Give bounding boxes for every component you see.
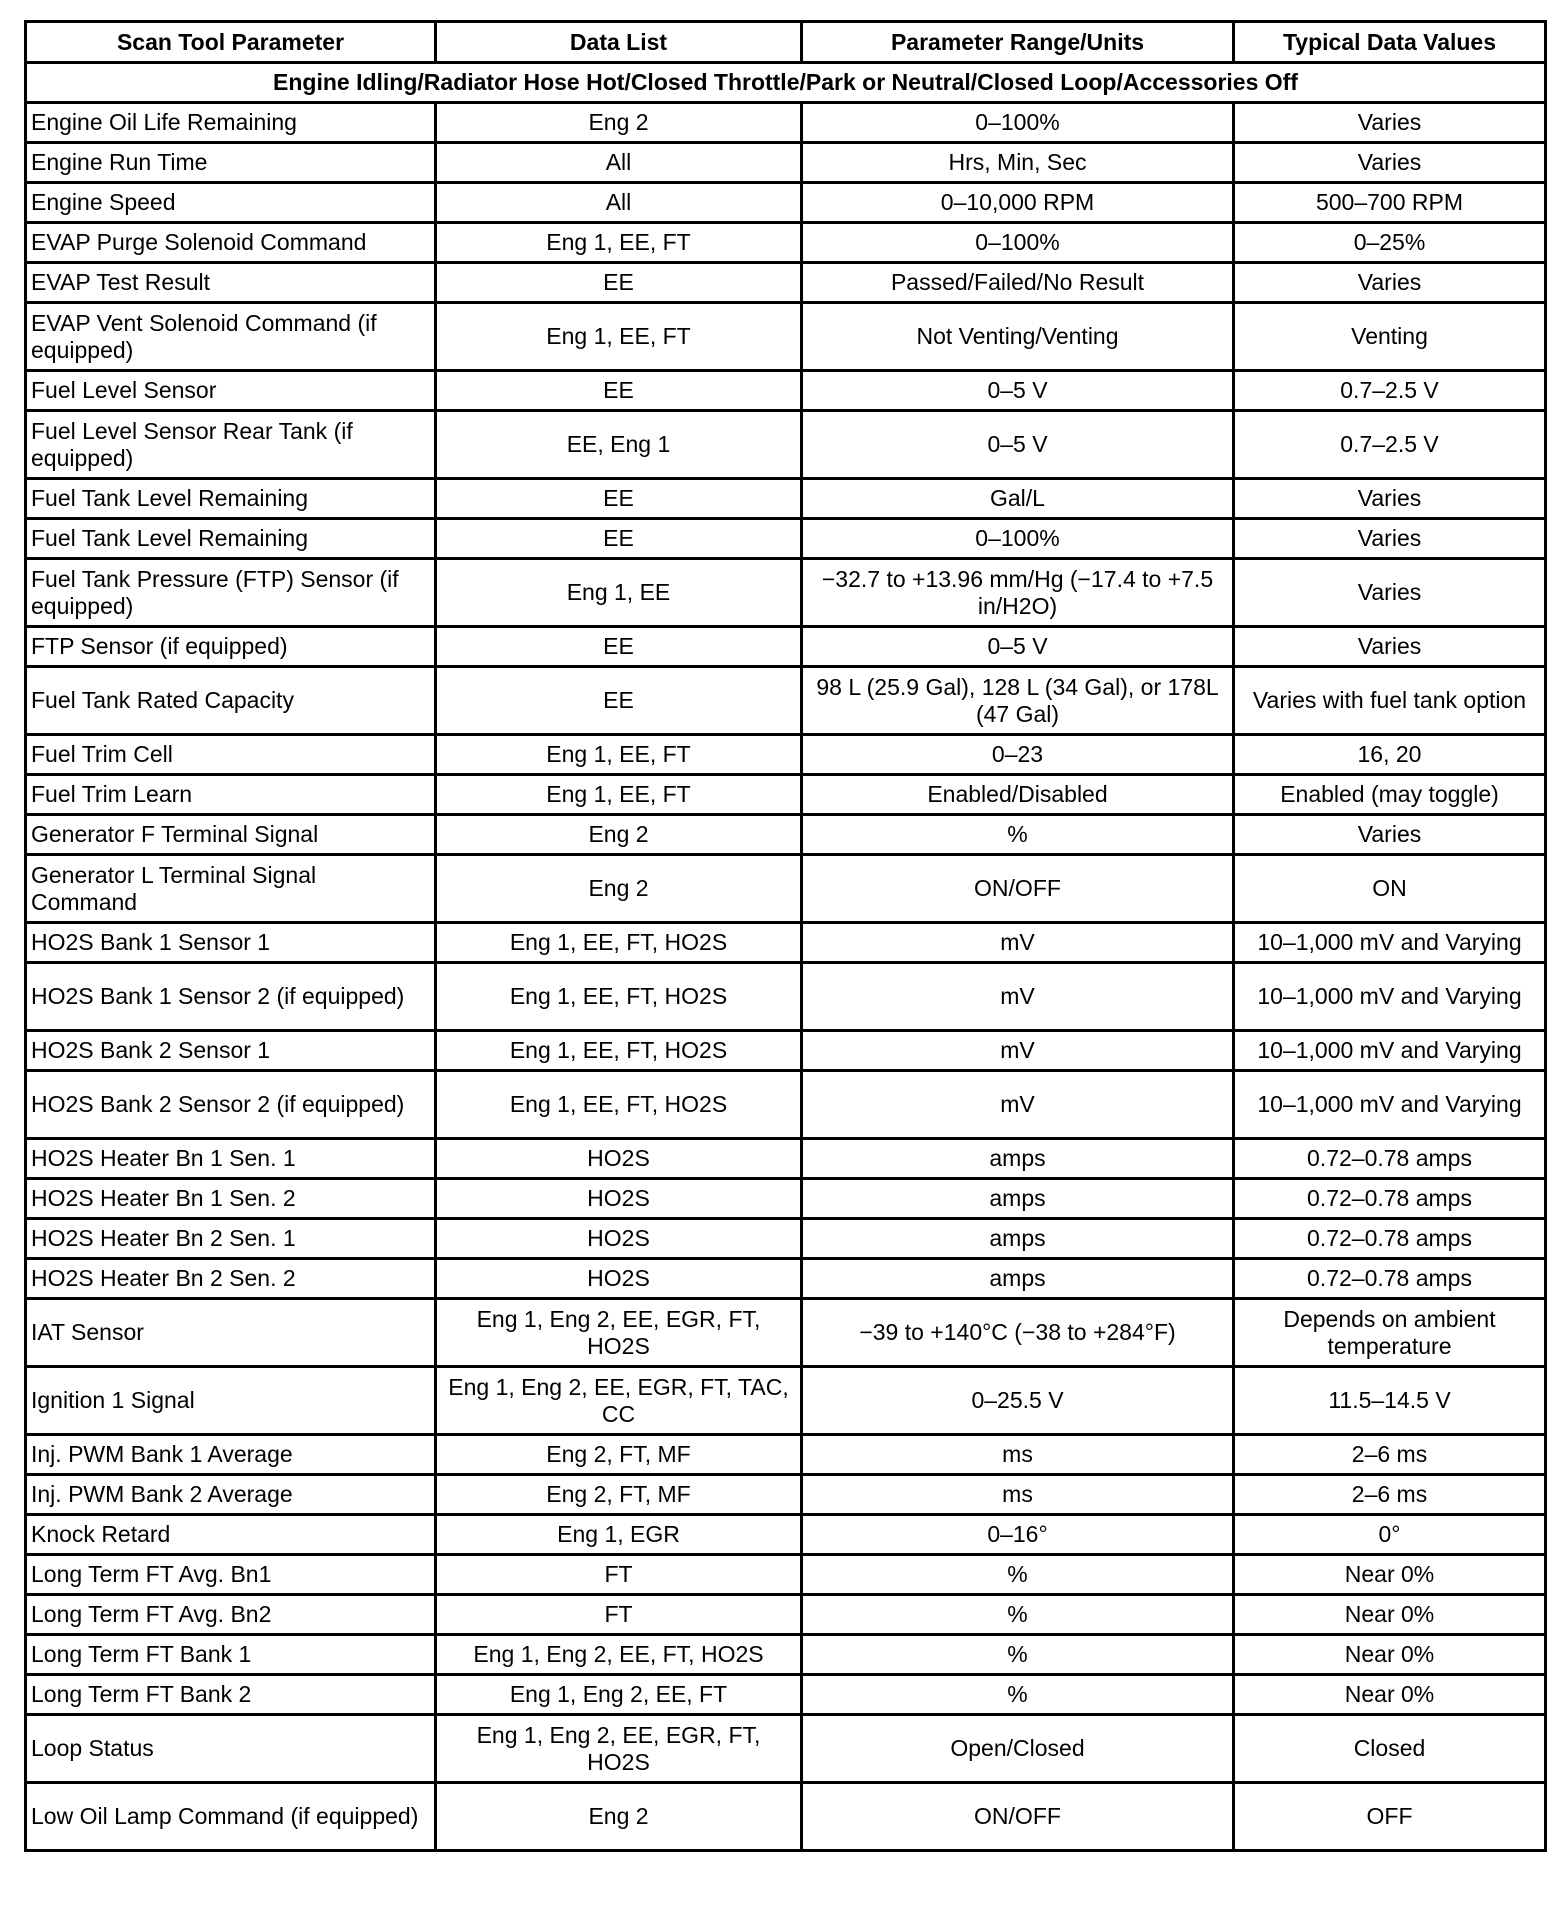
table-row [26,1475,1546,1515]
cell-typical-value: Varies [1234,519,1546,559]
cell-parameter: Inj. PWM Bank 2 Average [26,1475,436,1515]
cell-data-list: HO2S [436,1139,802,1179]
table-row [26,103,1546,143]
table-row [26,923,1546,963]
cell-parameter: HO2S Heater Bn 1 Sen. 2 [26,1179,436,1219]
cell-typical-value: 10–1,000 mV and Varying [1234,963,1546,1031]
section-row [26,63,1546,103]
cell-parameter: Long Term FT Avg. Bn2 [26,1595,436,1635]
cell-typical-value: 500–700 RPM [1234,183,1546,223]
table-row [26,1299,1546,1367]
cell-range-units: 0–10,000 RPM [802,183,1234,223]
document-page [24,20,1544,1852]
cell-data-list: EE, Eng 1 [436,411,802,479]
cell-typical-value: 0° [1234,1515,1546,1555]
cell-parameter: Engine Speed [26,183,436,223]
cell-data-list: Eng 1, Eng 2, EE, FT, HO2S [436,1635,802,1675]
table-row [26,559,1546,627]
cell-parameter: Long Term FT Avg. Bn1 [26,1555,436,1595]
cell-data-list: Eng 1, Eng 2, EE, EGR, FT, HO2S [436,1299,802,1367]
table-row [26,519,1546,559]
cell-data-list: Eng 2 [436,855,802,923]
cell-range-units: % [802,1635,1234,1675]
cell-range-units: 98 L (25.9 Gal), 128 L (34 Gal), or 178L (47 Gal) [802,667,1234,735]
cell-data-list: Eng 2 [436,1783,802,1851]
cell-range-units: Gal/L [802,479,1234,519]
cell-data-list: FT [436,1595,802,1635]
cell-parameter: HO2S Bank 1 Sensor 1 [26,923,436,963]
cell-typical-value: 2–6 ms [1234,1435,1546,1475]
cell-parameter: Fuel Tank Level Remaining [26,519,436,559]
cell-range-units: −32.7 to +13.96 mm/Hg (−17.4 to +7.5 in/H2O) [802,559,1234,627]
cell-typical-value: Varies [1234,479,1546,519]
cell-parameter: HO2S Bank 2 Sensor 2 (if equipped) [26,1071,436,1139]
cell-parameter: Loop Status [26,1715,436,1783]
cell-parameter: Generator L Terminal Signal Command [26,855,436,923]
cell-typical-value: Varies with fuel tank option [1234,667,1546,735]
table-row [26,963,1546,1031]
cell-range-units: ON/OFF [802,1783,1234,1851]
table-row [26,1259,1546,1299]
cell-parameter: Inj. PWM Bank 1 Average [26,1435,436,1475]
cell-range-units: Hrs, Min, Sec [802,143,1234,183]
table-row [26,479,1546,519]
cell-data-list: Eng 1, EGR [436,1515,802,1555]
cell-data-list: HO2S [436,1259,802,1299]
cell-data-list: EE [436,263,802,303]
cell-range-units: ms [802,1435,1234,1475]
cell-parameter: Long Term FT Bank 1 [26,1635,436,1675]
cell-typical-value: 10–1,000 mV and Varying [1234,1071,1546,1139]
cell-data-list: HO2S [436,1219,802,1259]
cell-range-units: % [802,1555,1234,1595]
cell-typical-value: 10–1,000 mV and Varying [1234,923,1546,963]
cell-range-units: ms [802,1475,1234,1515]
cell-typical-value: Near 0% [1234,1595,1546,1635]
table-row [26,1555,1546,1595]
cell-data-list: Eng 2, FT, MF [436,1435,802,1475]
cell-range-units: 0–5 V [802,627,1234,667]
cell-parameter: EVAP Purge Solenoid Command [26,223,436,263]
table-row [26,143,1546,183]
cell-parameter: Engine Run Time [26,143,436,183]
cell-typical-value: 0.72–0.78 amps [1234,1219,1546,1259]
cell-range-units: 0–100% [802,519,1234,559]
cell-range-units: mV [802,923,1234,963]
cell-range-units: 0–100% [802,223,1234,263]
cell-range-units: 0–5 V [802,371,1234,411]
table-row [26,1635,1546,1675]
cell-data-list: Eng 1, EE [436,559,802,627]
cell-data-list: EE [436,371,802,411]
cell-data-list: Eng 1, EE, FT, HO2S [436,1031,802,1071]
cell-typical-value: ON [1234,855,1546,923]
table-row [26,411,1546,479]
cell-range-units: % [802,1675,1234,1715]
cell-typical-value: OFF [1234,1783,1546,1851]
cell-parameter: Fuel Tank Pressure (FTP) Sensor (if equipped) [26,559,436,627]
cell-typical-value: 0.72–0.78 amps [1234,1179,1546,1219]
cell-data-list: All [436,183,802,223]
cell-parameter: Fuel Tank Level Remaining [26,479,436,519]
header-data-list: Data List [436,22,802,63]
cell-parameter: HO2S Heater Bn 1 Sen. 1 [26,1139,436,1179]
cell-typical-value: Enabled (may toggle) [1234,775,1546,815]
cell-range-units: amps [802,1179,1234,1219]
table-row [26,1367,1546,1435]
cell-range-units: Not Venting/Venting [802,303,1234,371]
cell-parameter: Fuel Trim Cell [26,735,436,775]
cell-range-units: amps [802,1139,1234,1179]
cell-parameter: Engine Oil Life Remaining [26,103,436,143]
table-row [26,1783,1546,1851]
table-row [26,815,1546,855]
cell-typical-value: Closed [1234,1715,1546,1783]
table-row [26,1435,1546,1475]
cell-data-list: EE [436,627,802,667]
cell-typical-value: Varies [1234,627,1546,667]
cell-typical-value: 16, 20 [1234,735,1546,775]
cell-data-list: HO2S [436,1179,802,1219]
cell-data-list: EE [436,667,802,735]
cell-range-units: % [802,1595,1234,1635]
cell-data-list: EE [436,479,802,519]
header-scan-tool-parameter: Scan Tool Parameter [26,22,436,63]
cell-typical-value: 0.7–2.5 V [1234,371,1546,411]
cell-parameter: Knock Retard [26,1515,436,1555]
section-title: Engine Idling/Radiator Hose Hot/Closed Throttle/Park or Neutral/Closed Loop/Accessories Off [26,63,1546,103]
table-row [26,1071,1546,1139]
cell-typical-value: Varies [1234,103,1546,143]
table-row [26,1675,1546,1715]
table-row [26,775,1546,815]
cell-range-units: 0–16° [802,1515,1234,1555]
cell-typical-value: Varies [1234,815,1546,855]
cell-range-units: amps [802,1219,1234,1259]
cell-range-units: −39 to +140°C (−38 to +284°F) [802,1299,1234,1367]
header-parameter-range-units: Parameter Range/Units [802,22,1234,63]
cell-data-list: Eng 2, FT, MF [436,1475,802,1515]
cell-parameter: EVAP Test Result [26,263,436,303]
cell-typical-value: 2–6 ms [1234,1475,1546,1515]
cell-typical-value: Near 0% [1234,1635,1546,1675]
cell-data-list: Eng 1, Eng 2, EE, EGR, FT, TAC, CC [436,1367,802,1435]
cell-data-list: All [436,143,802,183]
cell-data-list: Eng 1, EE, FT, HO2S [436,963,802,1031]
cell-parameter: Fuel Level Sensor Rear Tank (if equipped) [26,411,436,479]
cell-data-list: Eng 2 [436,815,802,855]
cell-parameter: HO2S Bank 2 Sensor 1 [26,1031,436,1071]
cell-typical-value: Varies [1234,559,1546,627]
cell-range-units: Open/Closed [802,1715,1234,1783]
cell-typical-value: 0–25% [1234,223,1546,263]
cell-range-units: Enabled/Disabled [802,775,1234,815]
table-row [26,1715,1546,1783]
header-typical-data-values: Typical Data Values [1234,22,1546,63]
cell-typical-value: Depends on ambient temperature [1234,1299,1546,1367]
cell-range-units: mV [802,1031,1234,1071]
cell-typical-value: 11.5–14.5 V [1234,1367,1546,1435]
cell-data-list: Eng 1, EE, FT [436,775,802,815]
table-row [26,263,1546,303]
cell-range-units: 0–25.5 V [802,1367,1234,1435]
table-row [26,855,1546,923]
cell-range-units: ON/OFF [802,855,1234,923]
cell-parameter: Generator F Terminal Signal [26,815,436,855]
table-row [26,1515,1546,1555]
cell-typical-value: Varies [1234,263,1546,303]
table-row [26,667,1546,735]
cell-parameter: Low Oil Lamp Command (if equipped) [26,1783,436,1851]
table-row [26,303,1546,371]
cell-parameter: Fuel Trim Learn [26,775,436,815]
cell-data-list: EE [436,519,802,559]
cell-data-list: Eng 1, EE, FT [436,735,802,775]
cell-range-units: 0–100% [802,103,1234,143]
cell-typical-value: Near 0% [1234,1675,1546,1715]
cell-typical-value: 0.7–2.5 V [1234,411,1546,479]
cell-parameter: Ignition 1 Signal [26,1367,436,1435]
cell-range-units: mV [802,1071,1234,1139]
cell-parameter: FTP Sensor (if equipped) [26,627,436,667]
cell-typical-value: Venting [1234,303,1546,371]
table-row [26,627,1546,667]
cell-data-list: Eng 1, EE, FT, HO2S [436,923,802,963]
cell-range-units: % [802,815,1234,855]
cell-parameter: EVAP Vent Solenoid Command (if equipped) [26,303,436,371]
cell-data-list: Eng 1, EE, FT [436,223,802,263]
cell-data-list: FT [436,1555,802,1595]
cell-typical-value: 0.72–0.78 amps [1234,1139,1546,1179]
table-row [26,371,1546,411]
cell-parameter: HO2S Heater Bn 2 Sen. 2 [26,1259,436,1299]
cell-data-list: Eng 2 [436,103,802,143]
cell-data-list: Eng 1, EE, FT, HO2S [436,1071,802,1139]
cell-range-units: mV [802,963,1234,1031]
cell-typical-value: Near 0% [1234,1555,1546,1595]
cell-parameter: HO2S Bank 1 Sensor 2 (if equipped) [26,963,436,1031]
cell-parameter: Long Term FT Bank 2 [26,1675,436,1715]
table-row [26,223,1546,263]
cell-parameter: Fuel Tank Rated Capacity [26,667,436,735]
cell-range-units: 0–5 V [802,411,1234,479]
table-row [26,183,1546,223]
table-row [26,1031,1546,1071]
table-row [26,1139,1546,1179]
scan-tool-data-table [24,20,1547,1852]
cell-data-list: Eng 1, EE, FT [436,303,802,371]
cell-range-units: amps [802,1259,1234,1299]
cell-parameter: IAT Sensor [26,1299,436,1367]
cell-typical-value: 0.72–0.78 amps [1234,1259,1546,1299]
cell-range-units: 0–23 [802,735,1234,775]
cell-data-list: Eng 1, Eng 2, EE, FT [436,1675,802,1715]
cell-data-list: Eng 1, Eng 2, EE, EGR, FT, HO2S [436,1715,802,1783]
table-row [26,1179,1546,1219]
cell-parameter: Fuel Level Sensor [26,371,436,411]
table-row [26,1595,1546,1635]
cell-parameter: HO2S Heater Bn 2 Sen. 1 [26,1219,436,1259]
cell-typical-value: Varies [1234,143,1546,183]
table-row [26,1219,1546,1259]
cell-typical-value: 10–1,000 mV and Varying [1234,1031,1546,1071]
table-row [26,735,1546,775]
cell-range-units: Passed/Failed/No Result [802,263,1234,303]
table-header-row [26,22,1546,63]
